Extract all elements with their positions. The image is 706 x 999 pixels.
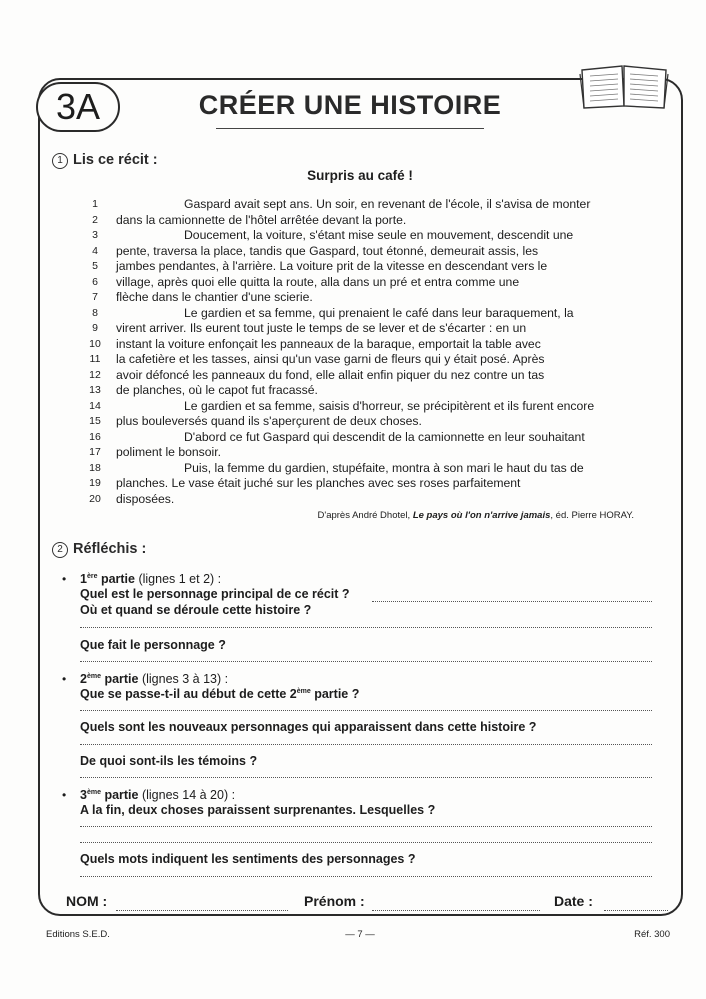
part-3-word: partie bbox=[100, 788, 139, 802]
story-line bbox=[88, 197, 648, 213]
publisher: Editions S.E.D. bbox=[46, 929, 110, 940]
story-line bbox=[88, 290, 648, 306]
sheet-badge: 3A bbox=[36, 82, 120, 132]
story-line bbox=[88, 306, 648, 322]
question-7: A la fin, deux choses paraissent surprenantes. Lesquelles ? bbox=[80, 803, 436, 817]
story-line bbox=[88, 352, 648, 368]
question-5: Quels sont les nouveaux personnages qui apparaissent dans cette histoire ? bbox=[80, 720, 537, 734]
answer-line-6[interactable] bbox=[80, 777, 652, 778]
story-line bbox=[88, 461, 648, 477]
question-1: Quel est le personnage principal de ce récit ? bbox=[80, 587, 350, 601]
part-3-range: (lignes 14 à 20) : bbox=[138, 788, 236, 802]
line-number: 3 bbox=[92, 229, 98, 241]
story-citation bbox=[230, 510, 634, 521]
story-line bbox=[88, 244, 648, 260]
citation-book-title: Le pays où l'on n'arrive jamais bbox=[412, 510, 551, 521]
bullet: • bbox=[62, 672, 67, 686]
section-2-number: 2 bbox=[52, 542, 68, 558]
part-2-ordinal-sup: ème bbox=[86, 672, 101, 680]
first-name-field[interactable] bbox=[372, 910, 540, 911]
story-line bbox=[88, 321, 648, 337]
section-1-label: Lis ce récit : bbox=[73, 152, 158, 168]
line-text: pente, traversa la place, tandis que Gaspard, tout étonné, demeurait assis, les bbox=[116, 243, 539, 258]
answer-line-5[interactable] bbox=[80, 744, 652, 745]
answer-line-3[interactable] bbox=[80, 661, 652, 662]
line-text: avoir défoncé les panneaux du fond, elle allait enfin piquer du nez contre un tas bbox=[116, 367, 545, 382]
line-text: instant la voiture enfonçait les panneaux de la baraque, emportait la table avec bbox=[116, 336, 541, 351]
answer-line-4[interactable] bbox=[80, 710, 652, 711]
story-line bbox=[88, 228, 648, 244]
section-2-label: Réfléchis : bbox=[73, 541, 147, 557]
line-text: disposées. bbox=[116, 491, 175, 506]
question-6: De quoi sont-ils les témoins ? bbox=[80, 754, 258, 768]
line-number: 1 bbox=[92, 198, 98, 210]
name-label: NOM : bbox=[66, 893, 108, 909]
part-3-ordinal: 3 bbox=[80, 788, 87, 802]
line-number: 13 bbox=[89, 384, 101, 396]
part-2-range: (lignes 3 à 13) : bbox=[138, 672, 229, 686]
line-number: 7 bbox=[92, 291, 98, 303]
section-2-heading bbox=[52, 541, 146, 558]
line-number: 5 bbox=[92, 260, 98, 272]
line-number: 14 bbox=[89, 399, 101, 412]
first-name-label: Prénom : bbox=[304, 893, 365, 909]
story-line bbox=[88, 259, 648, 275]
line-number: 9 bbox=[92, 322, 98, 334]
line-number: 10 bbox=[89, 337, 101, 350]
answer-line-7[interactable] bbox=[80, 826, 652, 827]
line-text: Gaspard avait sept ans. Un soir, en revenant de l'école, il s'avisa de monter bbox=[184, 197, 591, 211]
section-1-number: 1 bbox=[52, 153, 68, 169]
answer-line-9[interactable] bbox=[80, 876, 652, 877]
story-line bbox=[88, 492, 648, 508]
story-line bbox=[88, 337, 648, 353]
open-book-icon bbox=[578, 62, 670, 112]
line-number: 20 bbox=[89, 492, 101, 505]
line-text: dans la camionnette de l'hôtel arrêtée devant la porte. bbox=[116, 212, 407, 227]
line-number: 11 bbox=[89, 353, 101, 365]
line-text: Le gardien et sa femme, saisis d'horreur, se précipitèrent et ils furent encore bbox=[184, 398, 595, 413]
date-label: Date : bbox=[554, 893, 593, 909]
line-text: Doucement, la voiture, s'étant mise seule en mouvement, descendit une bbox=[184, 228, 574, 242]
story-line bbox=[88, 383, 648, 399]
story-line bbox=[88, 430, 648, 446]
line-number: 15 bbox=[89, 415, 101, 427]
citation-author: D'après André Dhotel, bbox=[317, 510, 411, 521]
page-title: CRÉER UNE HISTOIRE bbox=[198, 90, 502, 120]
part-1-ordinal-sup: ère bbox=[86, 572, 98, 580]
story-text bbox=[88, 197, 648, 507]
line-text: planches. Le vase était juché sur les planches avec ses roses parfaitement bbox=[116, 476, 521, 490]
answer-line-1[interactable] bbox=[372, 601, 652, 602]
part-2-word: partie bbox=[100, 672, 139, 686]
line-number: 12 bbox=[89, 368, 101, 381]
question-4 bbox=[80, 687, 359, 701]
bullet: • bbox=[62, 572, 67, 586]
date-field[interactable] bbox=[604, 910, 668, 911]
part-1-word: partie bbox=[97, 572, 135, 586]
line-number: 6 bbox=[92, 275, 98, 288]
line-text: Puis, la femme du gardien, stupéfaite, montra à son mari le haut du tas de bbox=[184, 460, 584, 475]
line-text: D'abord ce fut Gaspard qui descendit de la camionnette en leur souhaitant bbox=[184, 429, 585, 444]
line-number: 16 bbox=[89, 430, 101, 443]
question-3: Que fait le personnage ? bbox=[80, 638, 226, 652]
story-title: Surpris au café ! bbox=[307, 168, 413, 183]
line-text: virent arriver. Ils eurent tout juste le temps de se lever et de s'écarter : en un bbox=[116, 321, 527, 335]
story-line bbox=[88, 399, 648, 415]
line-number: 8 bbox=[92, 306, 98, 319]
line-text: jambes pendantes, à l'arrière. La voiture prit de la vitesse en descendant vers le bbox=[116, 259, 548, 273]
line-text: plus bouleversés quand ils s'aperçurent de deux choses. bbox=[116, 414, 422, 428]
question-2: Où et quand se déroule cette histoire ? bbox=[80, 603, 312, 617]
line-number: 17 bbox=[89, 446, 101, 458]
line-text: village, après quoi elle quitta la route, alla dans un pré et entra comme une bbox=[116, 274, 520, 289]
reference: Réf. 300 bbox=[634, 929, 670, 940]
answer-line-2[interactable] bbox=[80, 627, 652, 628]
citation-publisher: , éd. Pierre HORAY. bbox=[550, 510, 634, 521]
story-line bbox=[88, 275, 648, 291]
page-number: — 7 — bbox=[345, 929, 375, 940]
line-number: 2 bbox=[92, 213, 98, 226]
line-text: flèche dans le chantier d'une scierie. bbox=[116, 290, 313, 304]
story-line bbox=[88, 414, 648, 430]
part-3-ordinal-sup: ème bbox=[86, 788, 101, 796]
story-line bbox=[88, 213, 648, 229]
question-8: Quels mots indiquent les sentiments des personnages ? bbox=[80, 852, 416, 866]
question-4-end: partie ? bbox=[310, 687, 360, 701]
question-4-start: Que se passe-t-il au début de cette 2 bbox=[80, 687, 297, 701]
part-2-ordinal: 2 bbox=[80, 672, 87, 686]
line-text: de planches, où le capot fut fracassé. bbox=[116, 383, 318, 397]
part-1-ordinal: 1 bbox=[80, 572, 87, 586]
line-text: la cafetière et les tasses, ainsi qu'un vase garni de fleurs qui y était posé. Après bbox=[116, 352, 545, 366]
question-4-sup: ème bbox=[296, 687, 311, 695]
part-1-range: (lignes 1 et 2) : bbox=[134, 572, 222, 586]
name-field[interactable] bbox=[116, 910, 288, 911]
answer-line-8[interactable] bbox=[80, 842, 652, 843]
story-line bbox=[88, 368, 648, 384]
title-underline bbox=[216, 128, 484, 129]
line-text: Le gardien et sa femme, qui prenaient le café dans leur baraquement, la bbox=[184, 305, 574, 320]
section-1-heading bbox=[52, 152, 158, 169]
line-number: 18 bbox=[89, 461, 101, 474]
line-number: 4 bbox=[92, 244, 98, 257]
line-text: poliment le bonsoir. bbox=[116, 445, 222, 459]
story-line bbox=[88, 445, 648, 461]
story-line bbox=[88, 476, 648, 492]
line-number: 19 bbox=[89, 477, 101, 489]
bullet: • bbox=[62, 788, 67, 802]
